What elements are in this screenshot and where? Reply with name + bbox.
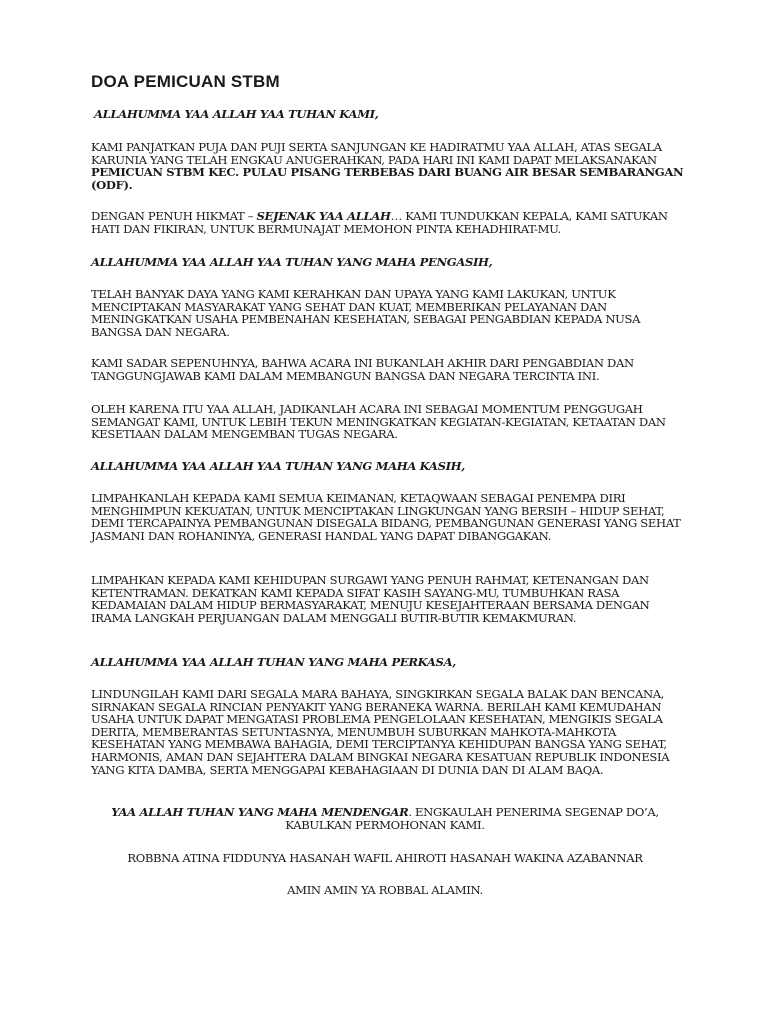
paragraph-maha-mendengar-emphasis: YAA ALLAH TUHAN YANG MAHA MENDENGAR (111, 805, 409, 819)
paragraph-faith: LIMPAHKANLAH KEPADA KAMI SEMUA KEIMANAN, KETAQWAAN SEBAGAI PENEMPA DIRI MENGHIMPUN KEKUATAN, UNTUK MENCIPTAKAN LINGKUNGAN YANG BERSIH – HIDUP SEHAT, DEMI TERCAPAINYA PEMBANGUNAN DISEGALA BIDANG, PEMBANGUNAN GENERASI YANG SEHAT JASMANI DAN ROHANINYA, GENERASI HANDAL YANG DAPAT DIBANGGAKAN. (91, 491, 681, 543)
paragraph-effort: TELAH BANYAK DAYA YANG KAMI KERAHKAN DAN UPAYA YANG KAMI LAKUKAN, UNTUK MENCIPTAKAN MASYARAKAT YANG SEHAT DAN KUAT, MEMBERIKAN PELAYANAN DAN MENINGKATKAN USAHA PEMBENAHAN KESEHATAN, SEBAGAI PENGABDIAN KEPADA NUSA BANGSA DAN NEGARA. (91, 287, 641, 339)
closing-amin: AMIN AMIN YA ROBBAL ALAMIN. (287, 883, 483, 897)
paragraph-praise-text: KAMI PANJATKAN PUJA DAN PUJI SERTA SANJUNGAN KE HADIRATMU YAA ALLAH, ATAS SEGALA KARUNIA YANG TELAH ENGKAU ANUGERAHKAN, PADA HARI INI KAMI DAPAT MELAKSANAKAN (91, 140, 662, 167)
paragraph-hikmat-end: … KAMI TUNDUKKAN KEPALA, KAMI SATUKAN HATI DAN FIKIRAN, UNTUK BERMUNAJAT MEMOHON PINTA KEHADHIRAT-MU. (91, 209, 668, 236)
paragraph-momentum: OLEH KARENA ITU YAA ALLAH, JADIKANLAH ACARA INI SEBAGAI MOMENTUM PENGGUGAH SEMANGAT KAMI, UNTUK LEBIH TEKUN MENINGKATKAN KEGIATAN-KEGIATAN, KETAATAN DAN KESETIAAN DALAM MENGEMBAN TUGAS NEGARA. (91, 402, 666, 442)
paragraph-praise (91, 141, 691, 191)
paragraph-praise-event: PEMICUAN STBM KEC. PULAU PISANG TERBEBAS DARI BUANG AIR BESAR SEMBARANGAN (ODF) (91, 165, 684, 192)
paragraph-maha-mendengar (91, 806, 679, 831)
paragraph-protection: LINDUNGILAH KAMI DARI SEGALA MARA BAHAYA, SINGKIRKAN SEGALA BALAK DAN BENCANA, SIRNAKAN SEGALA RINCIAN PENYAKIT YANG BERANEKA WARNA. BERILAH KAMI KEMUDAHAN USAHA UNTUK DAPAT MENGATASI PROBLEMA PENGELOLAAN KESEHATAN, MENGIKIS SEGALA DERITA, MEMBERANTAS SETUNTASNYA, MENUMBUH SUBURKAN MAHKOTA-MAHKOTA KESEHATAN YANG MEMBAWA BAHAGIA, DEMI TERCIPTANYA KEHIDUPAN BANGSA YANG SEHAT, HARMONIS, AMAN DAN SEJAHTERA DALAM BINGKAI NEGARA KESATUAN REPUBLIK INDONESIA YANG KITA DAMBA, SERTA MENGGAPAI KEBAHAGIAAN DI DUNIA DAN DI ALAM BAQA. (91, 687, 670, 777)
heading-maha-perkasa: ALLAHUMMA YAA ALLAH TUHAN YANG MAHA PERKASA, (91, 655, 456, 669)
paragraph-praise-end: . (128, 177, 133, 192)
heading-maha-kasih: ALLAHUMMA YAA ALLAH YAA TUHAN YANG MAHA KASIH, (91, 459, 465, 473)
paragraph-hikmat (91, 210, 691, 235)
paragraph-awareness: KAMI SADAR SEPENUHNYA, BAHWA ACARA INI BUKANLAH AKHIR DARI PENGABDIAN DAN TANGGUNGJAWAB KAMI DALAM MEMBANGUN BANGSA DAN NEGARA TERCINTA INI. (91, 356, 634, 383)
paragraph-blessings: LIMPAHKAN KEPADA KAMI KEHIDUPAN SURGAWI YANG PENUH RAHMAT, KETENANGAN DAN KETENTRAMAN. DEKATKAN KAMI KEPADA SIFAT KASIH SAYANG-MU, TUMBUHKAN RASA KEDAMAIAN DALAM HIDUP BERMASYARAKAT, MENUJU KESEJAHTERAAN BERSAMA DENGAN IRAMA LANGKAH PERJUANGAN DALAM MENGGALI BUTIR-BUTIR KEMAKMURAN. (91, 573, 650, 625)
heading-maha-pengasih: ALLAHUMMA YAA ALLAH YAA TUHAN YANG MAHA PENGASIH, (91, 255, 493, 269)
paragraph-hikmat-emphasis: SEJENAK YAA ALLAH (256, 209, 391, 223)
document-title: DOA PEMICUAN STBM (91, 72, 280, 91)
paragraph-maha-mendengar-end: . ENGKAULAH PENERIMA SEGENAP DO’A, KABULKAN PERMOHONAN KAMI. (285, 805, 659, 832)
paragraph-hikmat-start: DENGAN PENUH HIKMAT – (91, 209, 257, 223)
opening-invocation: ALLAHUMMA YAA ALLAH YAA TUHAN KAMI, (94, 107, 379, 121)
paragraph-robbana: ROBBNA ATINA FIDDUNYA HASANAH WAFIL AHIROTI HASANAH WAKINA AZABANNAR (127, 851, 643, 865)
